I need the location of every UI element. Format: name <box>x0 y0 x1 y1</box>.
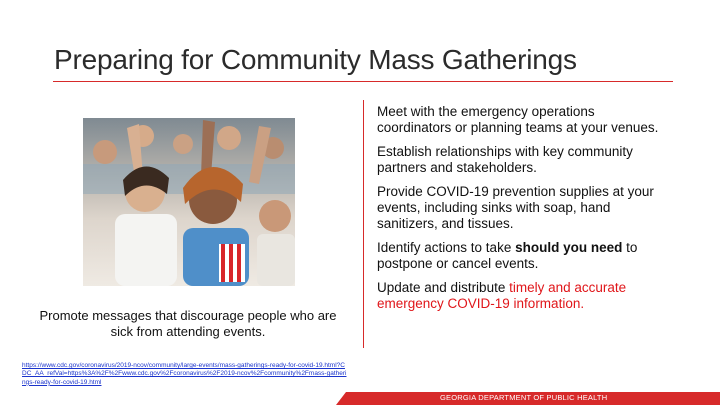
bullet-text: to postpone or cancel events. <box>377 240 638 271</box>
bullet-item <box>377 280 667 312</box>
guidance-list <box>377 104 667 320</box>
bullet-emphasis: should you need <box>515 240 623 255</box>
footer-organization: GEORGIA DEPARTMENT OF PUBLIC HEALTH <box>440 393 608 402</box>
bullet-highlight: timely and accurate emergency COVID-19 information. <box>377 280 627 311</box>
bullet-item <box>377 240 667 272</box>
vertical-divider <box>363 100 364 348</box>
crowd-illustration <box>83 118 295 286</box>
bullet-text: Establish relationships with key community partners and stakeholders. <box>377 144 633 175</box>
bullet-text: Identify actions to take <box>377 240 516 255</box>
bullet-item <box>377 144 667 176</box>
bullet-item <box>377 184 667 232</box>
bullet-text: Meet with the emergency operations coordinators or planning teams at your venues. <box>377 104 659 135</box>
crowd-photo <box>83 118 295 286</box>
bullet-item <box>377 104 667 136</box>
photo-caption: Promote messages that discourage people who are sick from attending events. <box>39 308 337 339</box>
cdc-source-link[interactable]: https://www.cdc.gov/coronavirus/2019-ncov/community/large-events/mass-gatherings-ready-for-covid-19.html?CDC_AA_refVal=https%3A%2F%2Fwww.cdc.gov%2Fcoronavirus%2F2019-ncov%2Fcommunity%2Fmass-gatherings-ready-for-covid-19.html <box>22 362 347 386</box>
bullet-text: Update and distribute <box>377 280 510 295</box>
slide-title: Preparing for Community Mass Gatherings <box>54 44 577 75</box>
bullet-text: Provide COVID-19 prevention supplies at your events, including sinks with soap, hand sanitizers, and tissues. <box>377 184 654 231</box>
title-divider <box>53 81 673 82</box>
